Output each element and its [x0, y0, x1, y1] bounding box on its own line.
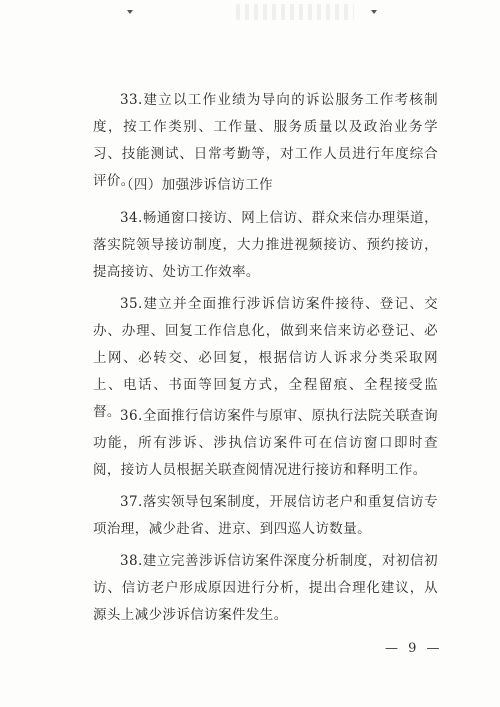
scan-smudge: [236, 4, 354, 20]
paragraph-38: 38.建立完善涉诉信访案件深度分析制度，对初信初访、信访老户形成原因进行分析，提出合理化建议，从源头上减少涉诉信访案件发生。: [93, 553, 438, 623]
section-heading: （四）加强涉诉信访工作: [120, 177, 273, 193]
paragraph-33: 33.建立以工作业绩为导向的诉讼服务工作考核制度，按工作类别、工作量、服务质量以及政治业务学习、技能测试、日常考勤等，对工作人员进行年度综合评价。: [93, 92, 438, 189]
paragraph-37: 37.落实领导包案制度，开展信访老户和重复信访专项治理，减少赴省、进京、到四巡人访数量。: [93, 494, 438, 537]
paragraph-36: 36.全面推行信访案件与原审、原执行法院关联查询功能，所有涉诉、涉执信访案件可在信访窗口即时查阅，接访人员根据关联查阅情况进行接访和释明工作。: [93, 408, 438, 478]
page-number: — 9 —: [385, 641, 443, 656]
binding-mark-left: [127, 10, 133, 14]
binding-mark-right: [371, 10, 377, 14]
paragraph-34: 34.畅通窗口接访、网上信访、群众来信办理渠道，落实院领导接访制度，大力推进视频接访、预约接访，提高接访、处访工作效率。: [93, 210, 438, 280]
paragraph-35: 35.建立并全面推行涉诉信访案件接待、登记、交办、办理、回复工作信息化，做到来信来访必登记、必上网、必转交、必回复，根据信访人诉求分类采取网上、电话、书面等回复方式，全程留痕、全程接受监督。: [93, 296, 438, 420]
